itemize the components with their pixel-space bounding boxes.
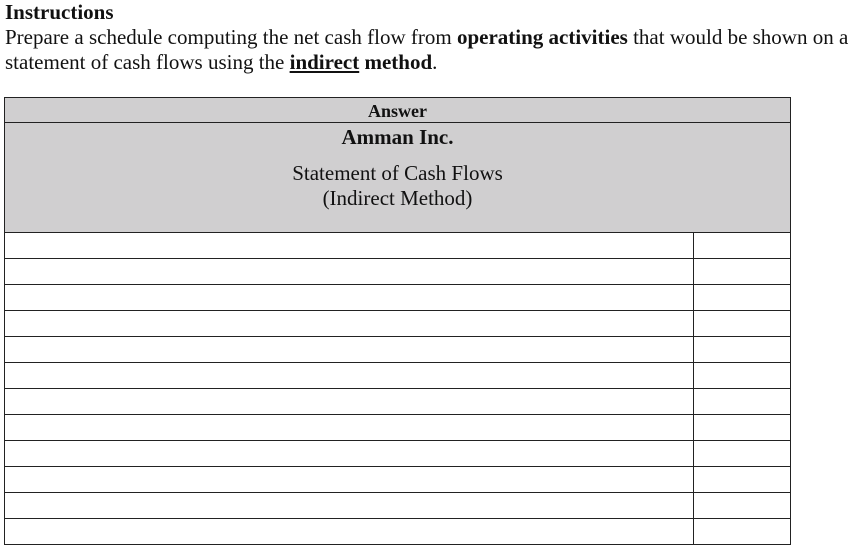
row-label-cell[interactable] [5,519,694,544]
instructions-text-part2: that would be shown on a statement of cash flows using the [5,25,849,74]
statement-title: Statement of Cash Flows [292,161,503,185]
row-amount-cell[interactable] [694,441,790,466]
table-row [5,363,790,389]
table-row [5,233,790,259]
row-label-cell[interactable] [5,467,694,492]
instructions-title: Instructions [5,0,114,24]
table-row [5,493,790,519]
row-label-cell[interactable] [5,233,694,258]
statement-header [5,123,790,233]
table-row [5,519,790,544]
table-row [5,441,790,467]
row-amount-cell[interactable] [694,519,790,544]
row-label-cell[interactable] [5,441,694,466]
row-label-cell[interactable] [5,285,694,310]
table-row [5,415,790,441]
instructions-bold-operating: operating activities [456,25,628,49]
table-row [5,389,790,415]
row-amount-cell[interactable] [694,285,790,310]
instructions-bold-method: method [364,50,433,74]
table-row [5,337,790,363]
table-row [5,285,790,311]
row-amount-cell[interactable] [694,259,790,284]
row-amount-cell[interactable] [694,389,790,414]
instructions-bold-indirect-wrap [290,50,360,74]
statement-subtitle: (Indirect Method) [322,186,473,210]
row-amount-cell[interactable] [694,415,790,440]
row-label-cell[interactable] [5,337,694,362]
row-amount-cell[interactable] [694,233,790,258]
row-label-cell[interactable] [5,363,694,388]
instructions-block [5,0,863,75]
answer-rows [5,233,790,544]
table-row [5,311,790,337]
table-row [5,259,790,285]
table-row [5,467,790,493]
instructions-text-part1: Prepare a schedule computing the net cash flow from [5,25,457,49]
row-label-cell[interactable] [5,311,694,336]
row-label-cell[interactable] [5,415,694,440]
row-label-cell[interactable] [5,259,694,284]
answer-label: Answer [5,98,790,123]
instructions-bold-underline-indirect: indirect [289,50,360,74]
row-amount-cell[interactable] [694,337,790,362]
answer-worksheet [4,97,791,545]
row-amount-cell[interactable] [694,467,790,492]
row-label-cell[interactable] [5,493,694,518]
row-amount-cell[interactable] [694,363,790,388]
row-label-cell[interactable] [5,389,694,414]
instructions-text-part4: . [432,50,438,74]
row-amount-cell[interactable] [694,493,790,518]
instructions-text [5,25,848,74]
row-amount-cell[interactable] [694,311,790,336]
company-name: Amman Inc. [341,125,454,149]
